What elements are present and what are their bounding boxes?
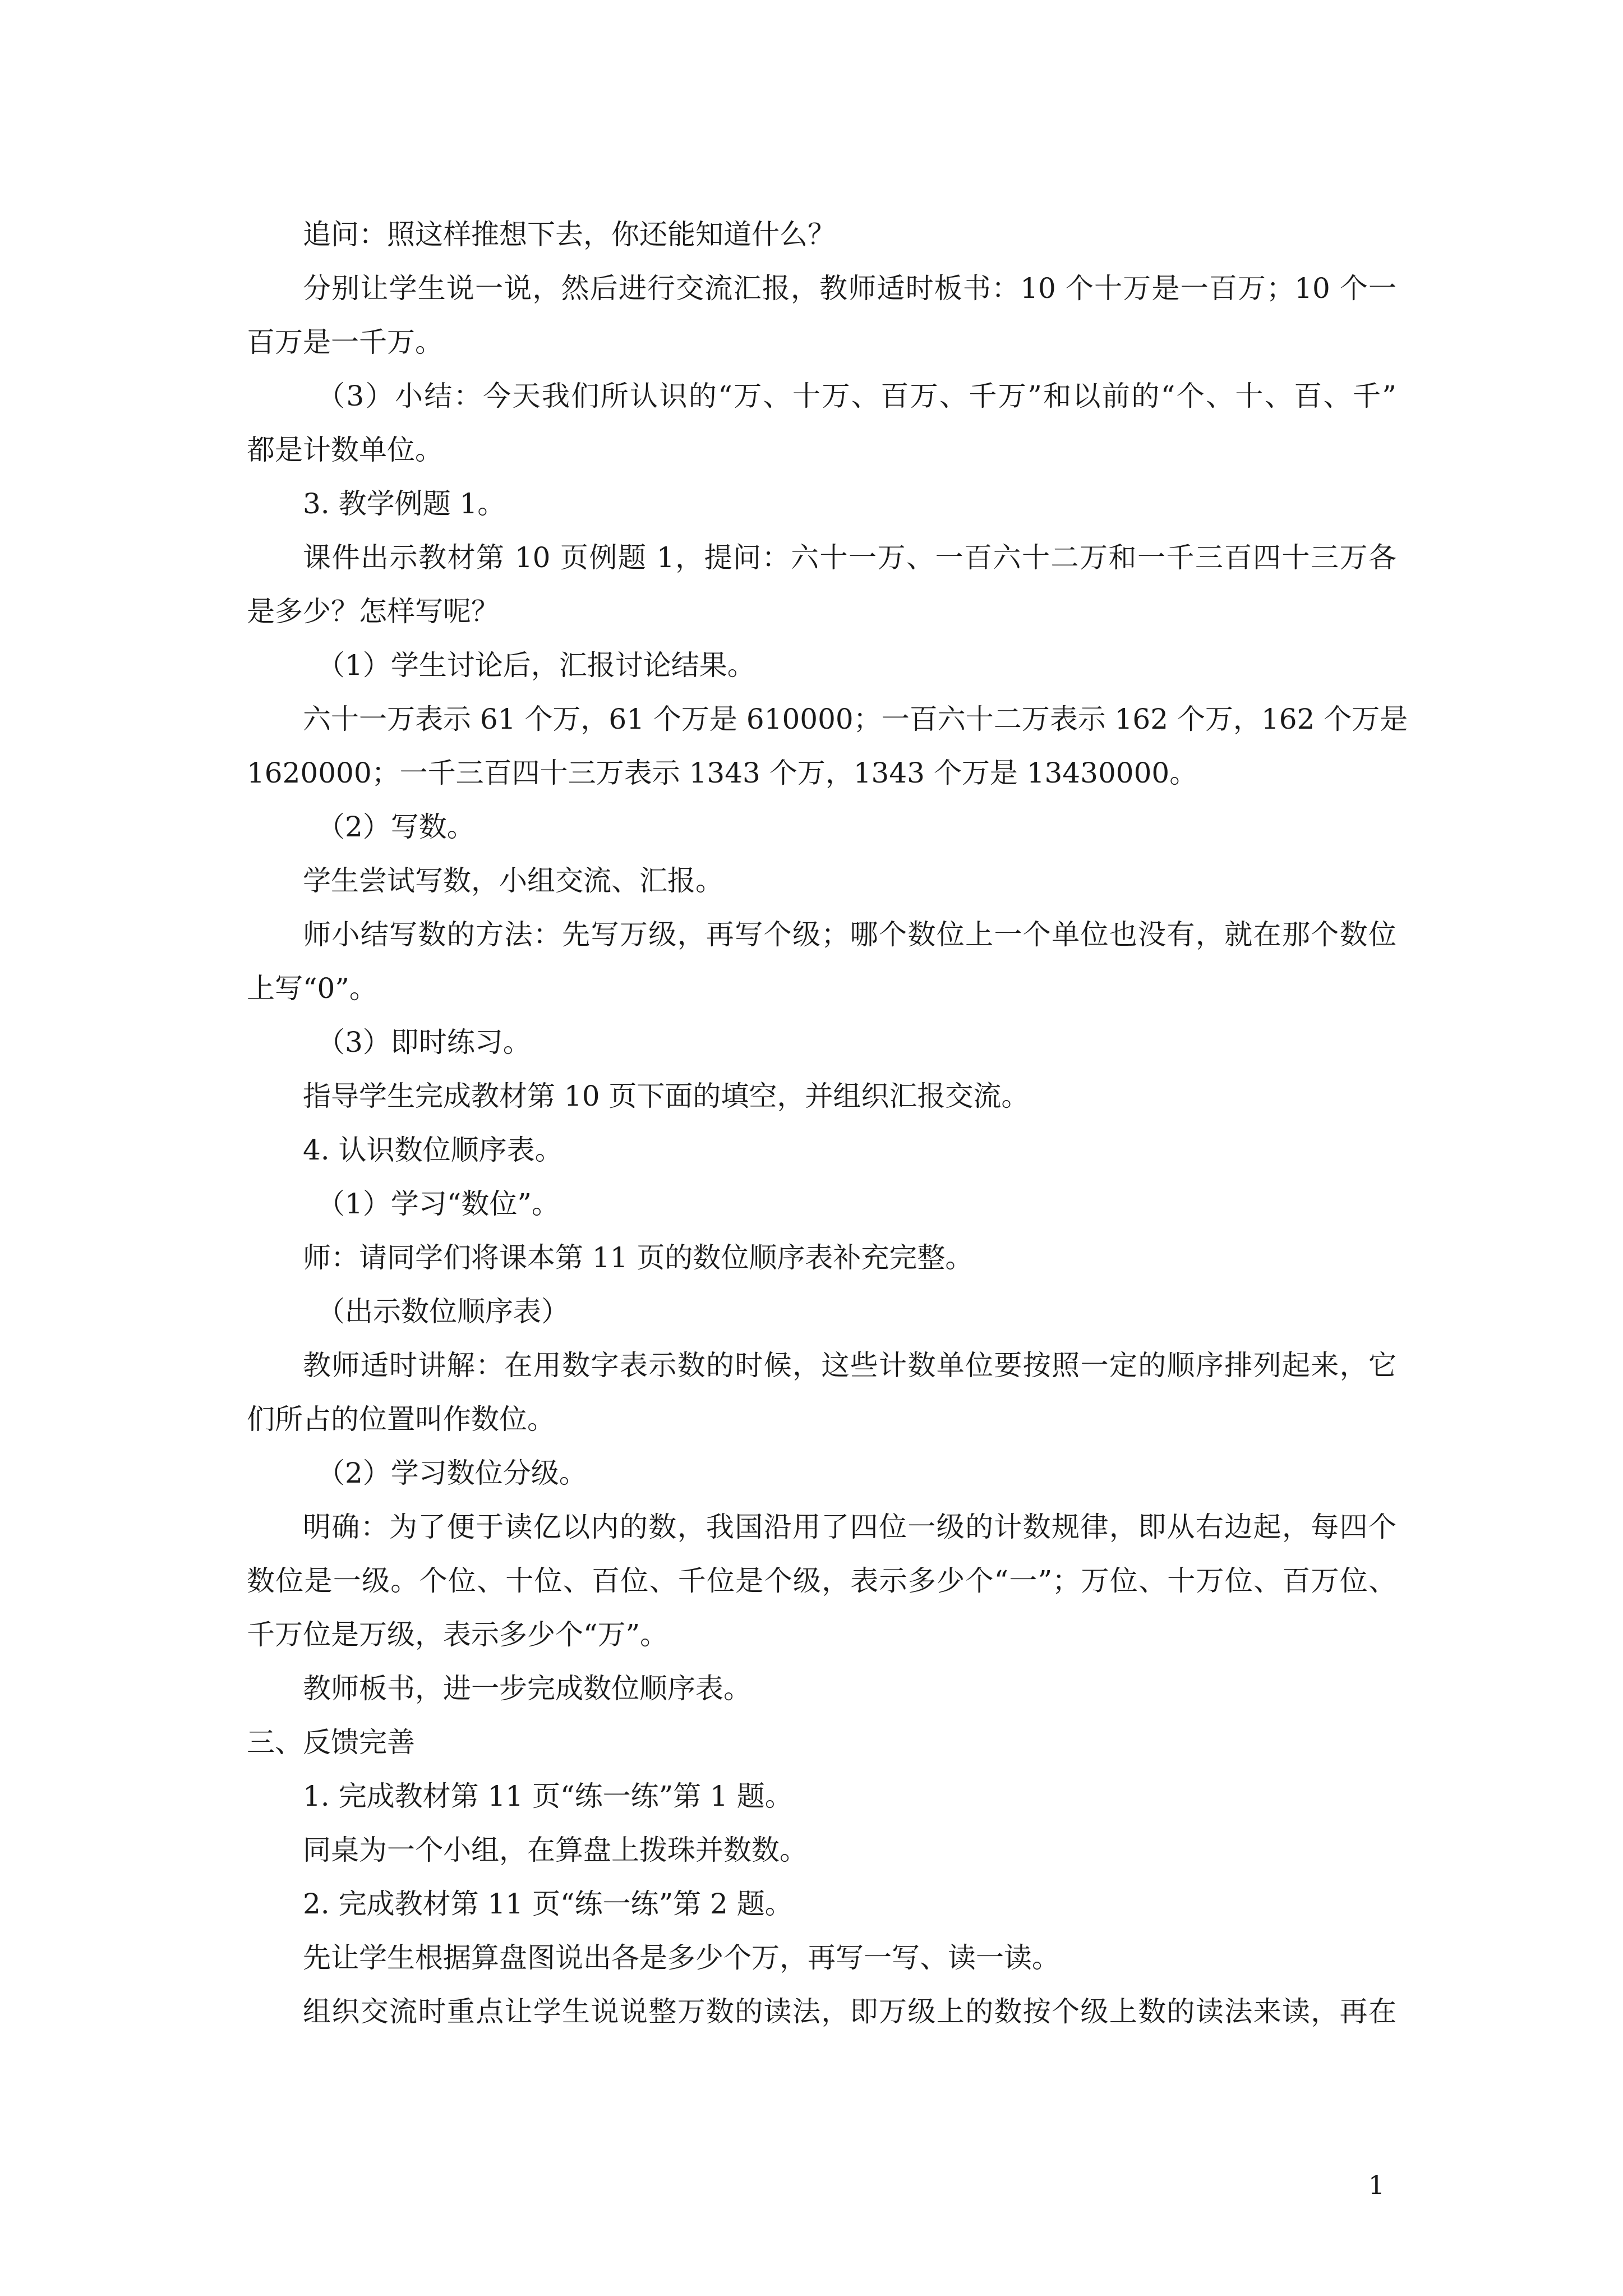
text-line: 们所占的位置叫作数位。 <box>247 1403 555 1435</box>
text-line: 教师板书，进一步完成数位顺序表。 <box>303 1672 751 1705</box>
text-line: 学生尝试写数，小组交流、汇报。 <box>303 864 723 897</box>
text-line: 2. 完成教材第 11 页“练一练”第 2 题。 <box>303 1888 793 1920</box>
text-line: 六十一万表示 61 个万，61 个万是 610000；一百六十二万表示 162 个万，162 个万是 <box>303 703 1408 735</box>
text-line: （1）学习“数位”。 <box>317 1188 560 1220</box>
text-line: 课件出示教材第 10 页例题 1，提问：六十一万、一百六十二万和一千三百四十三万各 <box>303 541 1396 574</box>
text-line: 4. 认识数位顺序表。 <box>303 1134 563 1166</box>
text-line: 1620000；一千三百四十三万表示 1343 个万，1343 个万是 13430000。 <box>247 757 1198 789</box>
text-line: 3. 教学例题 1。 <box>303 487 506 520</box>
text-line: （2）写数。 <box>317 811 475 843</box>
text-line: 百万是一千万。 <box>247 326 443 358</box>
text-line: 数位是一级。个位、十位、百位、千位是个级，表示多少个“一”；万位、十万位、百万位、 <box>247 1565 1396 1597</box>
text-line: 同桌为一个小组，在算盘上拨珠并数数。 <box>303 1834 808 1866</box>
text-line: 是多少？怎样写呢？ <box>247 595 499 628</box>
text-line: （3）小结：今天我们所认识的“万、十万、百万、千万”和以前的“个、十、百、千” <box>317 380 1396 412</box>
text-line: 指导学生完成教材第 10 页下面的填空，并组织汇报交流。 <box>303 1080 1030 1112</box>
section-heading: 三、反馈完善 <box>247 1726 415 1759</box>
page-number: 1 <box>1368 2170 1385 2200</box>
text-line: （出示数位顺序表） <box>317 1295 569 1328</box>
text-line: 师小结写数的方法：先写万级，再写个级；哪个数位上一个单位也没有，就在那个数位 <box>303 918 1396 951</box>
text-line: 上写“0”。 <box>247 972 377 1005</box>
text-line: 先让学生根据算盘图说出各是多少个万，再写一写、读一读。 <box>303 1941 1060 1974</box>
text-line: （3）即时练习。 <box>317 1026 531 1059</box>
text-line: 分别让学生说一说，然后进行交流汇报，教师适时板书：10 个十万是一百万；10 个一 <box>303 272 1396 305</box>
text-line: 师：请同学们将课本第 11 页的数位顺序表补充完整。 <box>303 1241 974 1274</box>
text-line: （2）学习数位分级。 <box>317 1457 587 1489</box>
text-line: 明确：为了便于读亿以内的数，我国沿用了四位一级的计数规律，即从右边起，每四个 <box>303 1511 1396 1543</box>
text-line: 千万位是万级，表示多少个“万”。 <box>247 1618 668 1651</box>
text-line: 组织交流时重点让学生说说整万数的读法，即万级上的数按个级上数的读法来读，再在 <box>303 1995 1396 2028</box>
text-line: （1）学生讨论后，汇报讨论结果。 <box>317 649 755 682</box>
text-line: 追问：照这样推想下去，你还能知道什么？ <box>303 218 836 251</box>
document-body <box>247 208 1408 2039</box>
text-line: 1. 完成教材第 11 页“练一练”第 1 题。 <box>303 1780 793 1812</box>
text-line: 都是计数单位。 <box>247 434 443 466</box>
text-line: 教师适时讲解：在用数字表示数的时候，这些计数单位要按照一定的顺序排列起来，它 <box>303 1349 1396 1382</box>
